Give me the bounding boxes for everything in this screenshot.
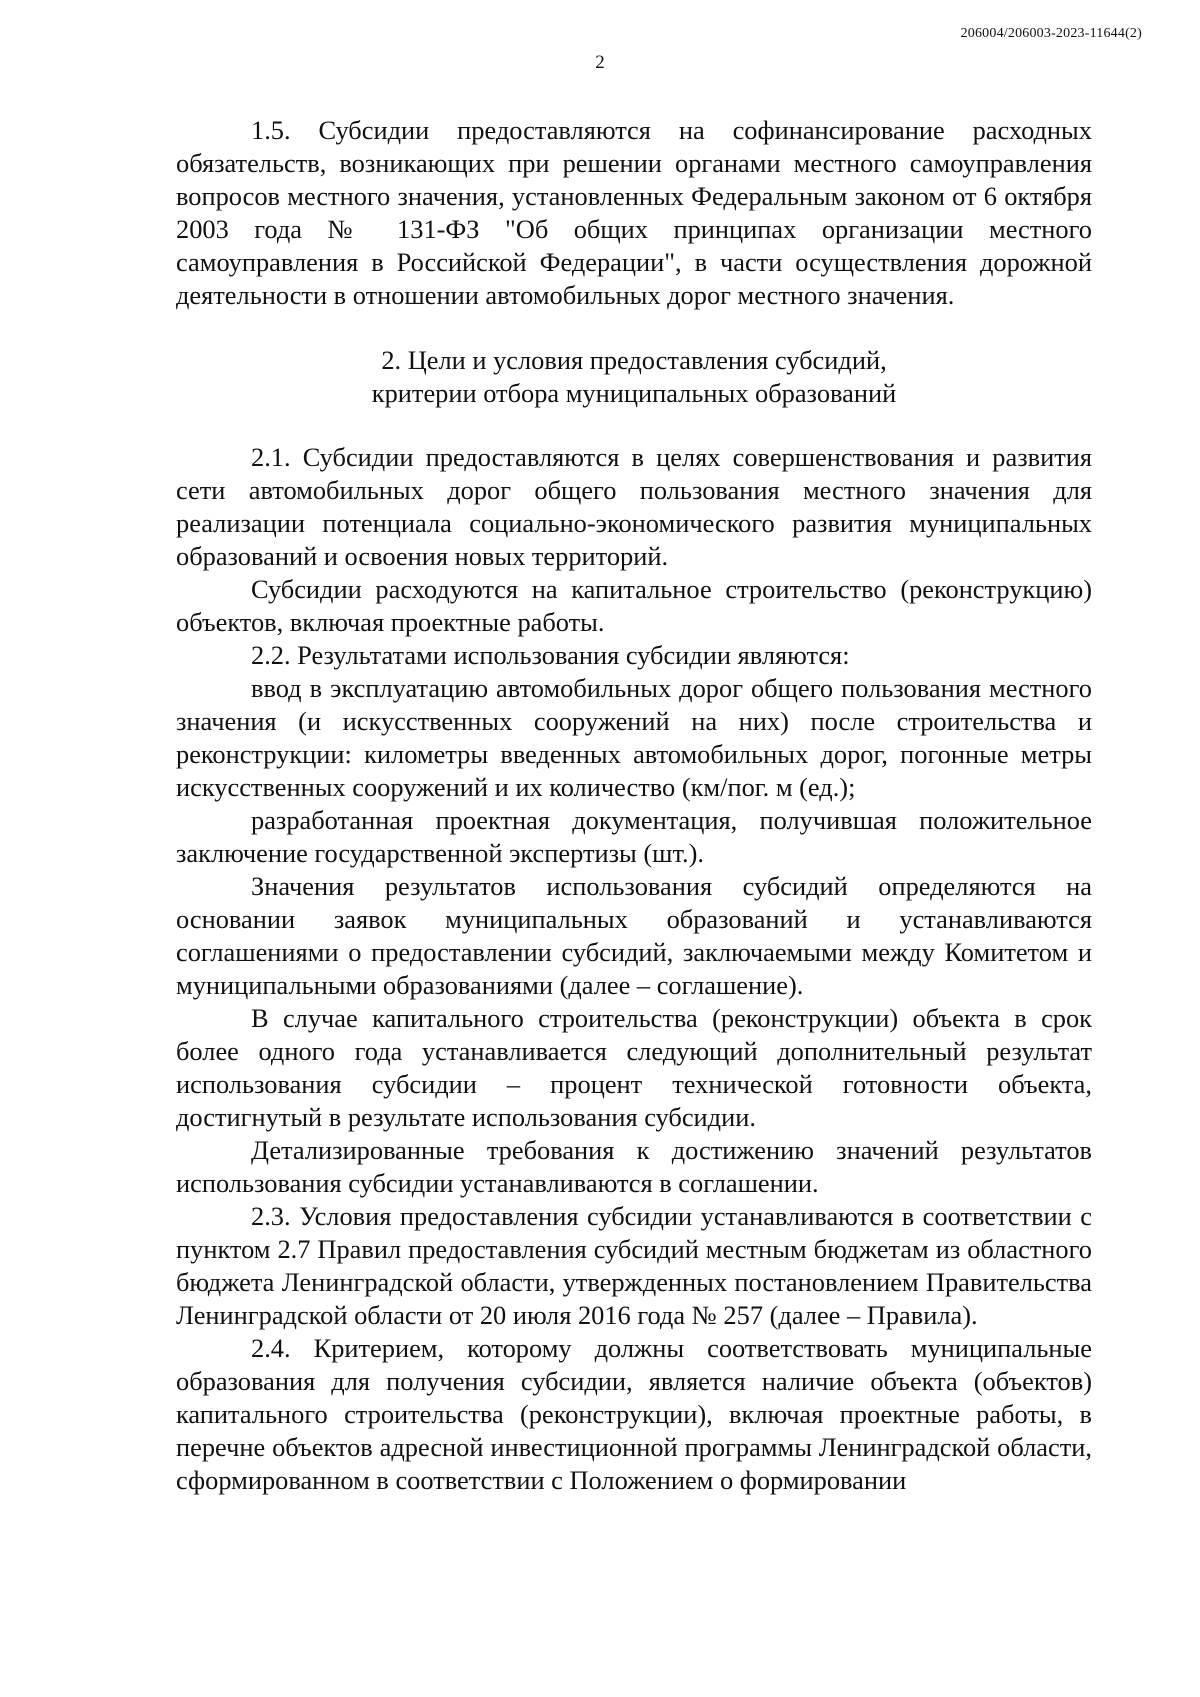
paragraph-2-2-detailed-requirements: Детализированные требования к достижению значений результатов использования субсидии устанавливаются в соглашении. (176, 1135, 1092, 1198)
section-2-heading (176, 344, 1092, 410)
document-body (176, 114, 1092, 1497)
section-2-heading-line-1: 2. Цели и условия предоставления субсидий, (381, 345, 887, 375)
section-2-heading-line-2: критерии отбора муниципальных образований (371, 378, 897, 408)
document-registration-number: 206004/206003-2023-11644(2) (960, 26, 1142, 41)
paragraph-2-1-expenses: Субсидии расходуются на капитальное строительство (реконструкцию) объектов, включая проектные работы. (176, 574, 1092, 637)
paragraph-2-2-roads-commissioning: ввод в эксплуатацию автомобильных дорог общего пользования местного значения (и искусственных сооружений на них) после строительства и реконструкции: километры введенных автомобильных дорог, погонные метры искусственных сооружений и их количество (км/пог. м (ед.); (176, 673, 1092, 802)
page-number: 2 (595, 52, 605, 73)
paragraph-2-2: 2.2. Результатами использования субсидии являются: (251, 640, 850, 670)
paragraph-2-2-design-documentation: разработанная проектная документация, получившая положительное заключение государственной экспертизы (шт.). (176, 805, 1092, 868)
paragraph-2-3: 2.3. Условия предоставления субсидии устанавливаются в соответствии с пунктом 2.7 Правил предоставления субсидий местным бюджетам из областного бюджета Ленинградской области, утвержденных постановлением Правительства Ленинградской области от 20 июля 2016 года № 257 (далее – Правила). (176, 1201, 1092, 1330)
paragraph-2-4: 2.4. Критерием, которому должны соответствовать муниципальные образования для получения субсидии, является наличие объекта (объектов) капитального строительства (реконструкции), включая проектные работы, в перечне объектов адресной инвестиционной программы Ленинградской области, сформированном в соответствии с Положением о формировании (176, 1333, 1092, 1495)
paragraph-1-5: 1.5. Субсидии предоставляются на софинансирование расходных обязательств, возникающих при решении органами местного самоуправления вопросов местного значения, установленных Федеральным законом от 6 октября 2003 года № 131-ФЗ "Об общих принципах организации местного самоуправления в Российской Федерации", в части осуществления дорожной деятельности в отношении автомобильных дорог местного значения. (176, 115, 1092, 310)
paragraph-2-2-result-values: Значения результатов использования субсидий определяются на основании заявок муниципальных образований и устанавливаются соглашениями о предоставлении субсидий, заключаемыми между Комитетом и муниципальными образованиями (далее – соглашение). (176, 871, 1092, 1000)
paragraph-2-1: 2.1. Субсидии предоставляются в целях совершенствования и развития сети автомобильных дорог общего пользования местного значения для реализации потенциала социально-экономического развития муниципальных образований и освоения новых территорий. (176, 442, 1092, 571)
paragraph-2-2-multi-year-construction: В случае капитального строительства (реконструкции) объекта в срок более одного года устанавливается следующий дополнительный результат использования субсидии – процент технической готовности объекта, достигнутый в результате использования субсидии. (176, 1003, 1092, 1132)
